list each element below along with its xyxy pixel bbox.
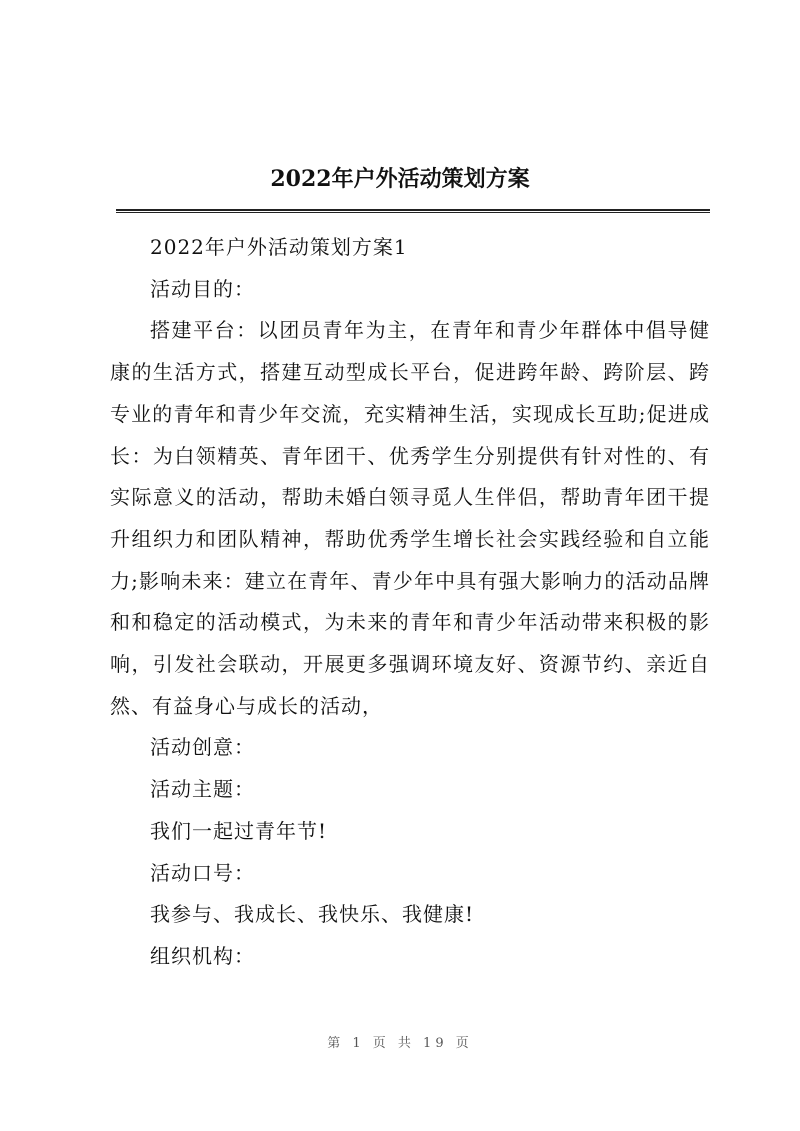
document-title: 2022年户外活动策划方案 bbox=[270, 166, 530, 192]
section-heading: 2022年户外活动策划方案1 bbox=[150, 235, 408, 259]
title-divider bbox=[116, 209, 710, 213]
paragraph-activity-theme-label: 活动主题： bbox=[150, 777, 255, 802]
paragraph-organization-label: 组织机构： bbox=[150, 943, 255, 968]
paragraph-activity-purpose: 搭建平台：以团员青年为主，在青年和青少年群体中倡导健康的生活方式，搭建互动型成长平台，促进跨年龄、跨阶层、跨专业的青年和青少年交流，充实精神生活，实现成长互助;促进成长：为白领精英、青年团干、优秀学生分别提供有针对性的、有实际意义的活动，帮助未婚白领寻觅人生伴侣，帮助青年团干提升组织力和团队精神，帮助优秀学生增长社会实践经验和自立能力;影响未来：建立在青年、青少年中具有强大影响力的活动品牌和和稳定的活动模式，为未来的青年和青少年活动带来积极的影响，引发社会联动，开展更多强调环境友好、资源节约、亲近自然、有益身心与成长的活动， bbox=[110, 318, 710, 718]
paragraph-activity-creative-label: 活动创意： bbox=[150, 735, 255, 760]
paragraph-activity-purpose-label: 活动目的： bbox=[150, 276, 255, 301]
paragraph-activity-theme: 我们一起过青年节! bbox=[150, 818, 328, 843]
page-number-footer: 第 1 页 共 19 页 bbox=[327, 1036, 473, 1051]
paragraph-activity-slogan: 我参与、我成长、我快乐、我健康! bbox=[150, 902, 475, 927]
document-body bbox=[110, 227, 710, 978]
paragraph-activity-slogan-label: 活动口号： bbox=[150, 860, 255, 885]
